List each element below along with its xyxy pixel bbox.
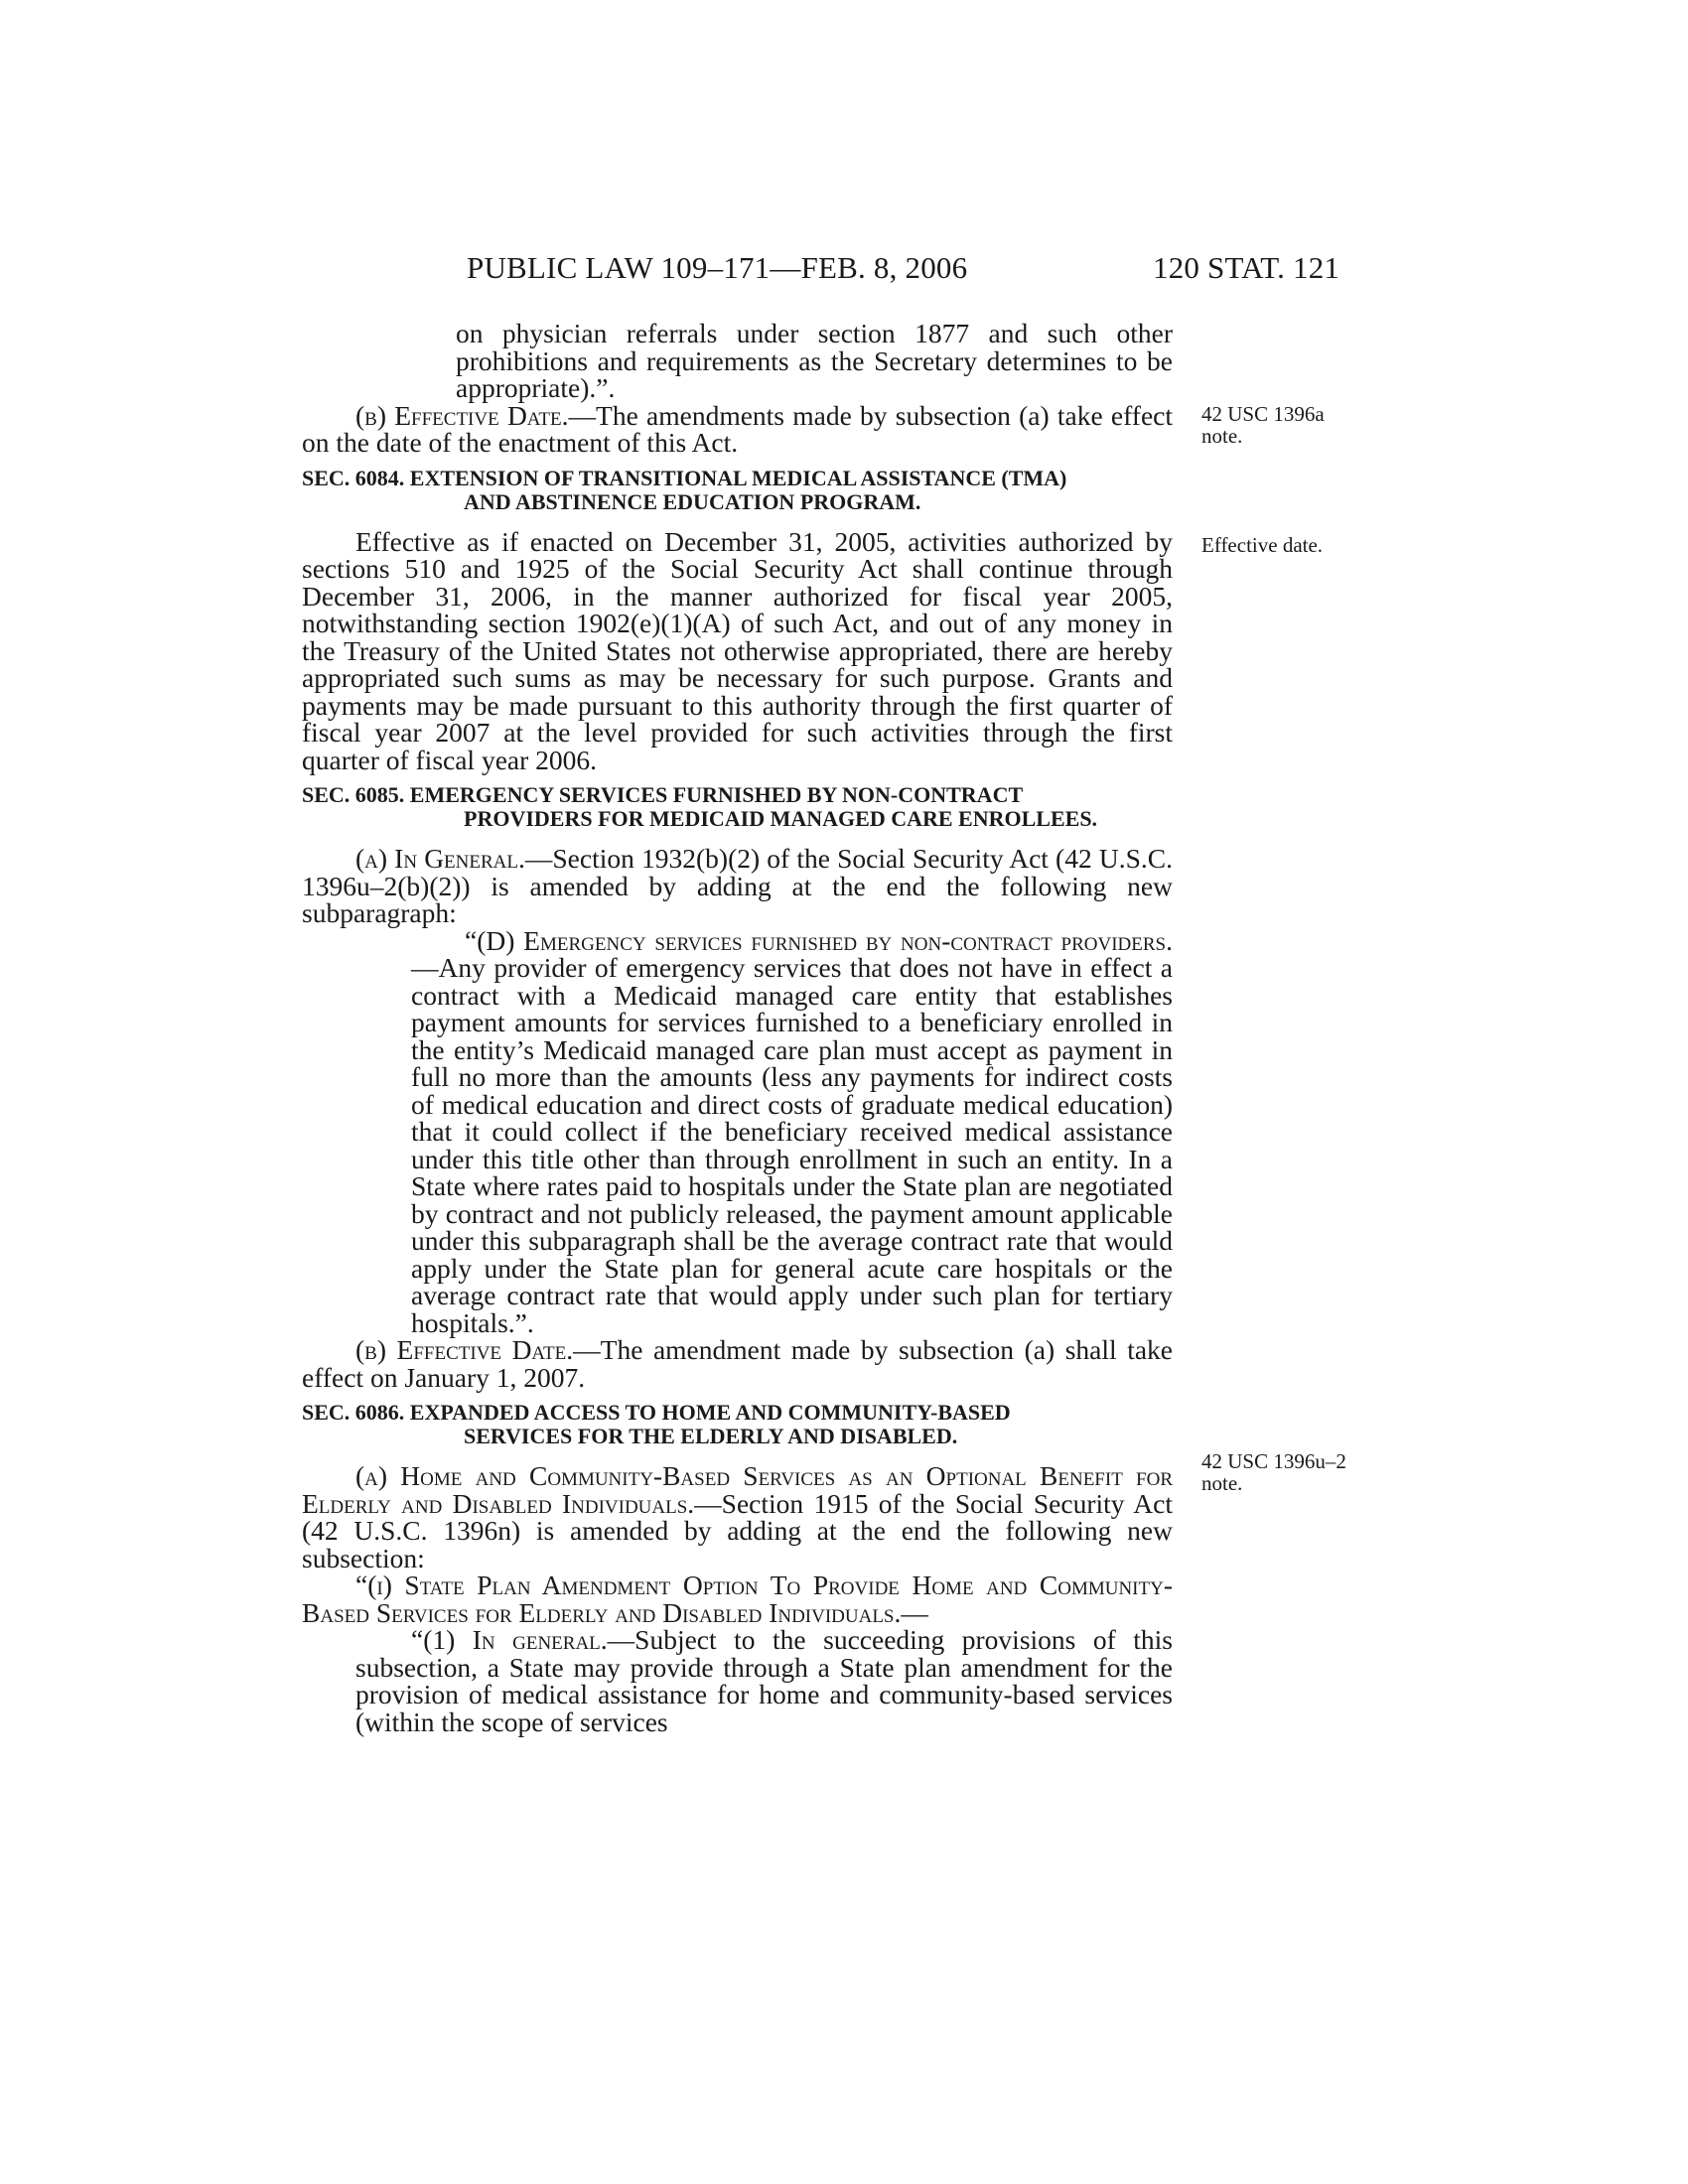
section-heading-6085 <box>302 783 1173 831</box>
running-header-title: PUBLIC LAW 109–171—FEB. 8, 2006 <box>467 250 968 285</box>
paragraph-heading: (a) Home and Community-Based Services as an Optional Benefit for Elderly and Disabled Individuals. <box>302 1460 1173 1519</box>
paragraph-text: —Section 1932(b)(2) of the Social Security Act (42 U.S.C. 1396u–2(b)(2)) is amended by adding at the end the following new subparagraph: <box>302 843 1173 928</box>
paragraph-continuation: on physician referrals under section 1877 and such other prohibitions and requirements as the Secretary determines to be appropriate).”. <box>456 318 1173 403</box>
paragraph-subsection-i-1 <box>302 1626 1173 1735</box>
margin-note-line: 42 USC 1396a <box>1201 402 1325 426</box>
main-text-column <box>302 320 1173 1735</box>
margin-note-usc-1396a <box>1201 403 1325 447</box>
paragraph-subparagraph-d <box>302 924 1173 1338</box>
paragraph-text: —The amendment made by subsection (a) shall take effect on January 1, 2007. <box>302 1334 1173 1393</box>
paragraph-text: —Any provider of emergency services that does not have in effect a contract with a Medicaid managed care entity that establishes payment amounts for services furnished to a beneficiary enrolled in the entity’s Medicaid managed care plan must accept as payment in full no more than the amounts (less any payments for indirect costs of medical education and direct costs of graduate medical education) that it could collect if the beneficiary received medical assistance under this title other than through enrollment in such an entity. In a State where rates paid to hospitals under the State plan are negotiated by contract and not publicly released, the payment amount applicable under this subparagraph shall be the average contract rate that would apply under the State plan for general acute care hospitals or the average contract rate that would apply under such plan for tertiary hospitals.”. <box>411 952 1173 1338</box>
paragraph-text: —Section 1915 of the Social Security Act (42 U.S.C. 1396n) is amended by adding at the end the following new subsection: <box>302 1487 1173 1573</box>
paragraph-effective-date-b <box>302 399 1173 458</box>
paragraph-heading: (b) Effective Date. <box>355 399 569 431</box>
paragraph-text: —Subject to the succeeding provisions of this subsection, a State may provide through a State plan amendment for the provision of medical assistance for home and community-based services (within the scope of services <box>355 1624 1173 1737</box>
paragraph-tma-extension: Effective as if enacted on December 31, 2005, activities authorized by sections 510 and 1925 of the Social Security Act shall continue through December 31, 2006, in the manner authorized for fiscal year 2005, notwithstanding section 1902(e)(1)(A) of such Act, and out of any money in the Treasury of the United States not otherwise appropriated, there are hereby appropriated such sums as may be necessary for such purpose. Grants and payments may be made pursuant to this authority through the first quarter of fiscal year 2007 at the level provided for such activities through the first quarter of fiscal year 2006. <box>302 525 1173 775</box>
section-heading-6084 <box>302 467 1173 514</box>
section-heading-line: PROVIDERS FOR MEDICAID MANAGED CARE ENROLLEES. <box>464 806 1098 831</box>
paragraph-heading: “(i) State Plan Amendment Option To Provide Home and Community-Based Services for Elderly and Disabled Individuals. <box>302 1570 1173 1628</box>
paragraph-text: — <box>901 1596 928 1628</box>
paragraph-heading: (a) In General. <box>355 843 525 874</box>
paragraph-heading: “(1) In general. <box>411 1624 608 1655</box>
paragraph-hcbs-optional-benefit <box>302 1462 1173 1571</box>
margin-note-usc-1396u-2 <box>1201 1450 1346 1494</box>
paragraph-heading: (b) Effective Date. <box>355 1334 574 1365</box>
margin-note-line: note. <box>1201 1471 1243 1495</box>
section-heading-line: SEC. 6084. EXTENSION OF TRANSITIONAL MEDICAL ASSISTANCE (TMA) <box>302 465 1067 490</box>
section-heading-line: SEC. 6085. EMERGENCY SERVICES FURNISHED BY NON-CONTRACT <box>302 782 1024 807</box>
paragraph-text: —The amendments made by subsection (a) take effect on the date of the enactment of this Act. <box>302 399 1173 458</box>
margin-note-effective-date: Effective date. <box>1201 533 1324 557</box>
margin-note-line: note. <box>1201 424 1243 448</box>
running-header-stat-page: 120 STAT. 121 <box>1153 250 1340 285</box>
margin-note-line: 42 USC 1396u–2 <box>1201 1449 1346 1473</box>
paragraph-in-general-a <box>302 845 1173 927</box>
section-heading-line: SEC. 6086. EXPANDED ACCESS TO HOME AND COMMUNITY-BASED <box>302 1400 1011 1425</box>
paragraph-subsection-i <box>302 1571 1173 1626</box>
section-heading-line: SERVICES FOR THE ELDERLY AND DISABLED. <box>464 1424 958 1448</box>
section-heading-6086 <box>302 1401 1173 1448</box>
paragraph-heading: “(D) Emergency services furnished by non-contract providers. <box>465 924 1173 956</box>
section-heading-line: AND ABSTINENCE EDUCATION PROGRAM. <box>464 488 921 514</box>
paragraph-effective-date-b-2 <box>302 1336 1173 1391</box>
